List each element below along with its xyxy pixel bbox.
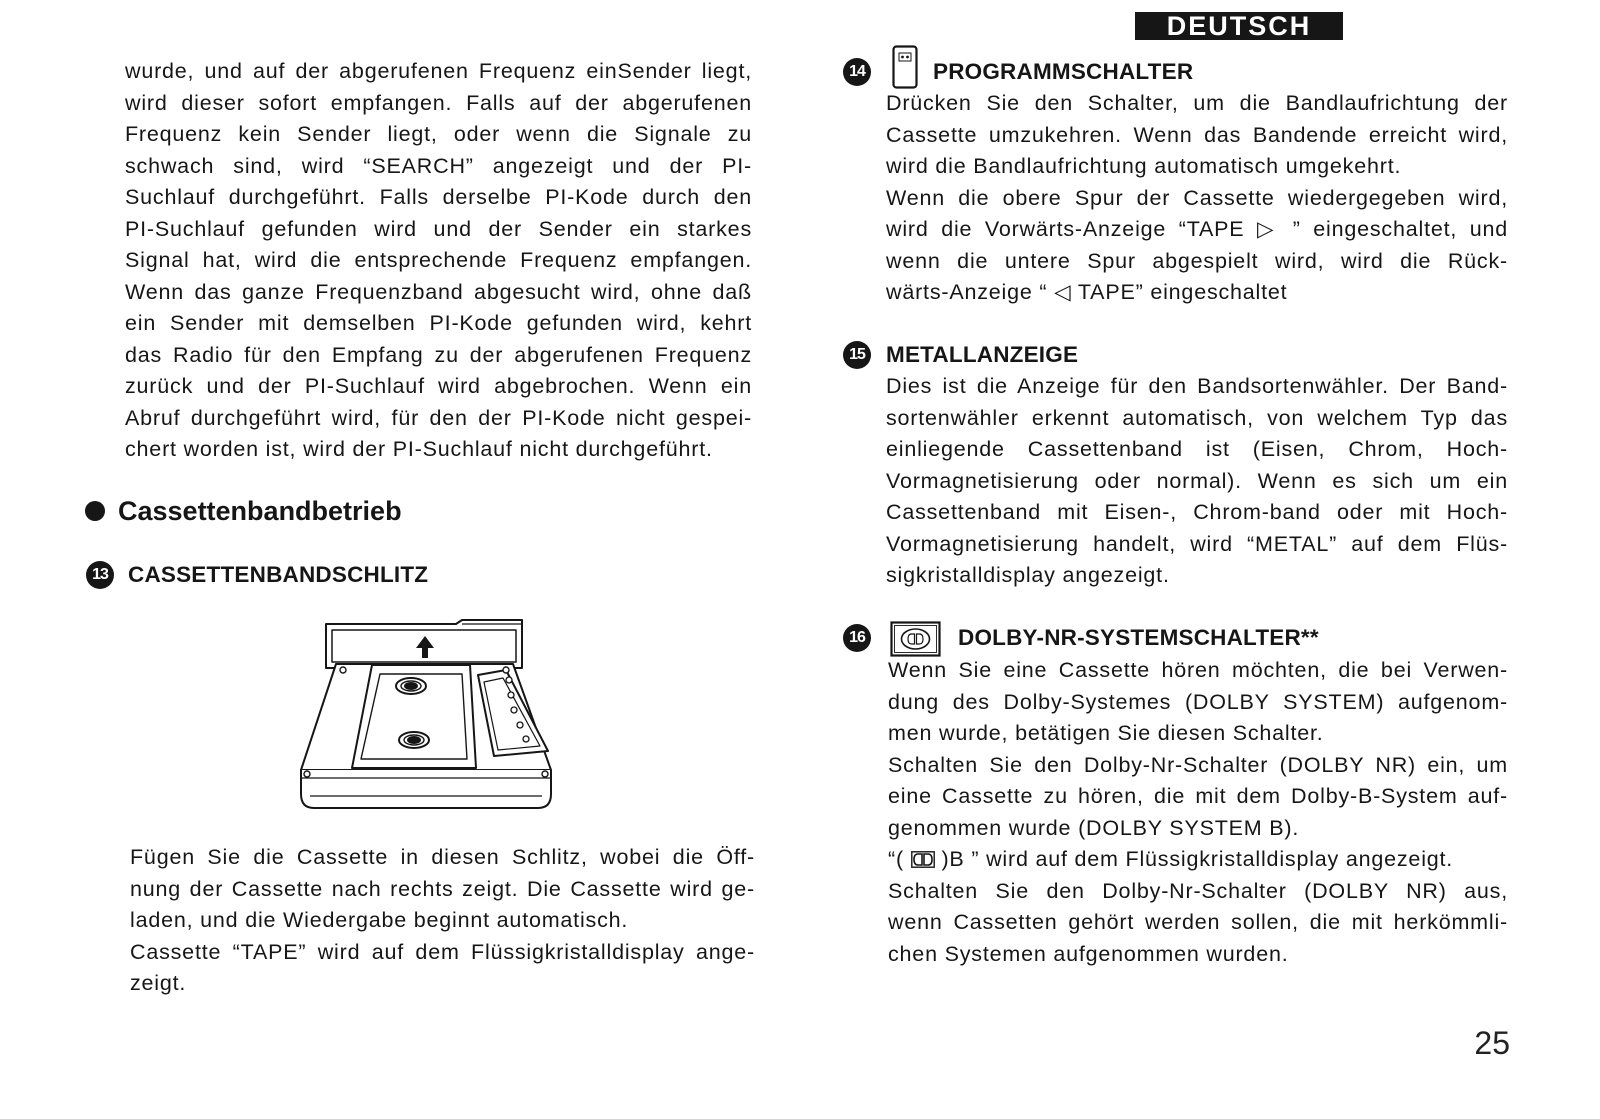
text-line: Frequenz kein Sender liegt, oder wenn die Signale zu xyxy=(125,122,752,146)
dolby-nr-description xyxy=(888,655,1508,970)
text-line: men wurde, betätigen Sie diesen Schalter. xyxy=(888,721,1324,745)
insert-arrow-icon xyxy=(416,636,434,658)
text-line: Vormagnetisierung handelt, wird “METAL” auf dem Flüs- xyxy=(886,531,1508,556)
dolby-nr-switch-icon xyxy=(890,621,941,657)
text-line: PI-Suchlauf gefunden wird und der Sender ein starkes xyxy=(125,216,752,241)
text-line: dung des Dolby-Systemes (DOLBY SYSTEM) aufgenom- xyxy=(888,689,1508,714)
text-line: Schalten Sie den Dolby-Nr-Schalter (DOLBY NR) aus, xyxy=(888,878,1508,903)
program-switch-description xyxy=(886,88,1508,309)
bullet-icon xyxy=(85,501,105,521)
text-line: Wenn Sie eine Cassette hören möchten, die bei Verwen- xyxy=(888,658,1508,682)
text-line: Abruf durchgeführt wird, für den der PI-Kode nicht gespei- xyxy=(125,405,752,430)
text-line: Suchlauf durchgeführt. Falls derselbe PI-Kode durch den xyxy=(125,185,752,209)
text-line: Schalten Sie den Dolby-Nr-Schalter (DOLBY NR) ein, um xyxy=(888,752,1508,777)
text-segment: “( xyxy=(888,847,911,871)
text-line: chert worden ist, wird der PI-Suchlauf nicht durchgeführt. xyxy=(125,437,713,461)
text-line: zurück und der PI-Suchlauf wird abgebrochen. Wenn ein xyxy=(125,374,752,398)
cassette-slot-illustration xyxy=(298,618,556,814)
page-number: 25 xyxy=(1474,1025,1510,1061)
metal-indicator-description xyxy=(886,371,1508,592)
text-line: chen Systemen aufgenommen wurden. xyxy=(888,941,1289,966)
text-line: wird dieser sofort empfangen. Falls auf der abgerufenen xyxy=(125,90,752,115)
text-line: wurde, und auf der abgerufenen Frequenz einSender liegt, xyxy=(125,59,752,83)
text-line: nung der Cassette nach rechts zeigt. Die Cassette wird ge- xyxy=(130,876,755,901)
item-number-badge: 15 xyxy=(843,341,871,369)
text-line: genommen wurde (DOLBY SYSTEM B). xyxy=(888,815,1300,840)
language-tab: DEUTSCH xyxy=(1135,12,1343,40)
text-line: Cassette “TAPE” wird auf dem Flüssigkristalldisplay ange- xyxy=(130,939,755,964)
text-line: sortenwähler erkennt automatisch, von welchem Typ das xyxy=(886,405,1508,430)
text-segment: )B ” wird auf dem Flüssigkristalldisplay angezeigt. xyxy=(934,847,1454,871)
program-switch-icon xyxy=(892,45,919,90)
text-line: sigkristalldisplay angezeigt. xyxy=(886,563,1170,587)
text-line: zeigt. xyxy=(130,971,187,995)
text-line xyxy=(888,844,1508,876)
text-line: das Radio für den Empfang zu der abgerufenen Frequenz xyxy=(125,342,752,367)
text-line: einliegende Cassettenband ist (Eisen, Chrom, Hoch- xyxy=(886,437,1508,461)
section-title: Cassettenbandbetrieb xyxy=(118,496,402,526)
text-line: ein Sender mit demselben PI-Kode gefunden wird, kehrt xyxy=(125,311,752,335)
text-line: Dies ist die Anzeige für den Bandsortenwähler. Der Band- xyxy=(886,374,1508,398)
text-line: Cassette umzukehren. Wenn das Bandende erreicht wird, xyxy=(886,122,1508,147)
item-number-badge: 14 xyxy=(843,58,871,86)
text-line: laden, und die Wiedergabe beginnt automatisch. xyxy=(130,908,629,932)
radio-pi-paragraph xyxy=(125,56,752,466)
item-heading: CASSETTENBANDSCHLITZ xyxy=(128,562,429,587)
text-line: Wenn die obere Spur der Cassette wiedergegeben wird, xyxy=(886,185,1508,210)
item-heading: PROGRAMMSCHALTER xyxy=(933,59,1194,84)
text-line: wärts-Anzeige “ ◁ TAPE” eingeschaltet xyxy=(886,280,1288,304)
text-line: wird die Bandlaufrichtung automatisch umgekehrt. xyxy=(886,154,1402,178)
item-heading: METALLANZEIGE xyxy=(886,342,1079,367)
text-line: wenn Cassetten gehört werden sollen, die mit herkömmli- xyxy=(888,910,1508,934)
dolby-double-d-icon xyxy=(911,851,935,868)
text-line: Drücken Sie den Schalter, um die Bandlaufrichtung der xyxy=(886,91,1508,115)
text-line: Cassettenband mit Eisen-, Chrom-band oder mit Hoch- xyxy=(886,500,1508,524)
text-line: eine Cassette zu hören, die mit dem Dolby-B-System auf- xyxy=(888,784,1508,808)
cassette-slot-description xyxy=(130,842,755,1000)
text-line: wird die Vorwärts-Anzeige “TAPE ▷ ” eingeschaltet, und xyxy=(886,217,1508,241)
text-line: Vormagnetisierung oder normal). Wenn es sich um ein xyxy=(886,468,1508,493)
item-heading: DOLBY-NR-SYSTEMSCHALTER** xyxy=(958,625,1319,650)
text-line: Fügen Sie die Cassette in diesen Schlitz, wobei die Öff- xyxy=(130,845,755,869)
text-line: schwach sind, wird “SEARCH” angezeigt und der PI- xyxy=(125,153,752,178)
item-number-badge: 13 xyxy=(86,561,114,589)
item-number-badge: 16 xyxy=(843,624,871,652)
text-line: wenn die untere Spur abgespielt wird, wird die Rück- xyxy=(886,248,1508,273)
text-line: Signal hat, wird die entsprechende Frequenz empfangen. xyxy=(125,248,752,272)
text-line: Wenn das ganze Frequenzband abgesucht wird, ohne daß xyxy=(125,279,752,304)
